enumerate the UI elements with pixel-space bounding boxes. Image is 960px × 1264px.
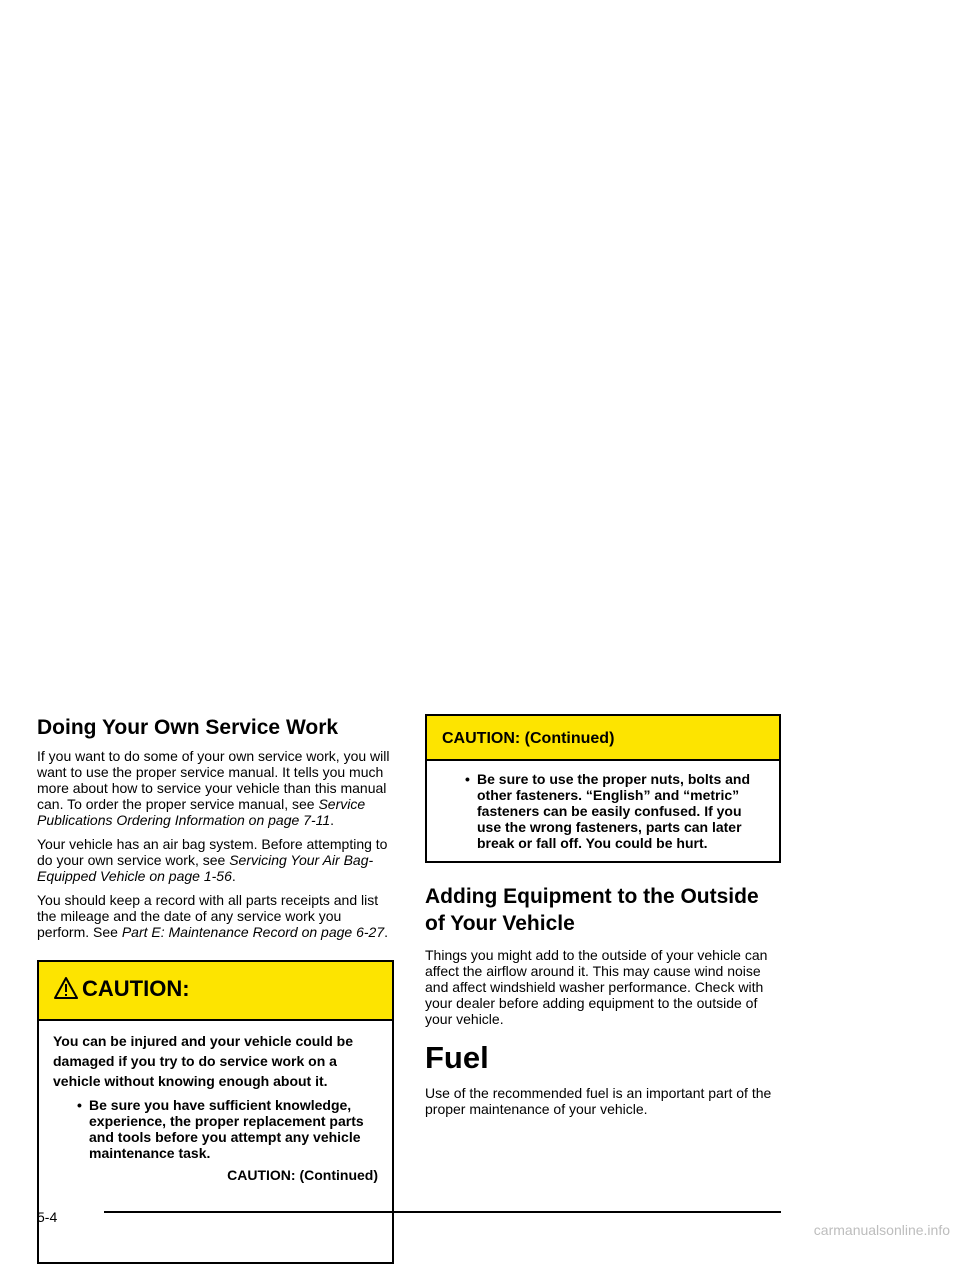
bullet-icon: • — [77, 1097, 82, 1113]
section-heading-adding-equipment: Adding Equipment to the Outside of Your Vehicle — [425, 885, 759, 935]
cross-reference[interactable]: Part E: Maintenance Record on page 6-27 — [121, 924, 385, 940]
paragraph-equipment: Things you might add to the outside of your vehicle can affect the airflow around it. This may cause wind noise and affect windshield washer performance. Check with your dealer before adding equipment to the outside of your vehicle. — [425, 947, 768, 1027]
right-column — [425, 714, 781, 1125]
cross-reference[interactable]: Service Publications Ordering Information on page 7-11 — [37, 796, 366, 828]
caution-continued: CAUTION: (Continued) — [227, 1167, 378, 1183]
section-heading-fuel: Fuel — [425, 1040, 489, 1075]
caution-bullet: • Be sure to use the proper nuts, bolts and other fasteners. “English” and “metric” fasteners can be easily confused. If you use the wrong fasteners, parts can later break or fall off. You could be hurt. — [465, 771, 751, 851]
paragraph-fuel: Use of the recommended fuel is an important part of the proper maintenance of your vehicle. — [425, 1085, 772, 1117]
watermark: carmanualsonline.info — [813, 1222, 950, 1238]
cross-reference[interactable]: Servicing Your Air Bag-Equipped Vehicle on page 1-56 — [37, 852, 374, 884]
caution-bullet: • Be sure you have sufficient knowledge, experience, the proper replacement parts and tools before you attempt any vehicle maintenance task. — [77, 1097, 364, 1161]
bullet-icon: • — [465, 771, 470, 787]
left-column — [37, 714, 394, 1264]
caution-body — [39, 1021, 392, 1183]
paragraph-service-manual: If you want to do some of your own service work, you will want to use the proper service manual. It tells you much more about how to service your vehicle than this manual can. To order the proper service manual, see Service Publications Ordering Information on page 7-11. — [37, 748, 390, 828]
paragraph-record: You should keep a record with all parts receipts and list the mileage and the date of any service work you perform. See Part E: Maintenance Record on page 6-27. — [37, 892, 388, 940]
caution-header — [39, 962, 392, 1021]
warning-triangle-icon — [54, 976, 78, 1000]
caution-header: CAUTION: (Continued) — [427, 716, 779, 761]
section-heading-service-work: Doing Your Own Service Work — [37, 716, 339, 739]
paragraph-air-bag: Your vehicle has an air bag system. Before attempting to do your own service work, see Servicing Your Air Bag-Equipped Vehicle on page 1-56. — [37, 836, 388, 884]
footer-divider — [104, 1211, 781, 1213]
caution-box — [37, 960, 394, 1264]
page-number: 5-4 — [37, 1209, 58, 1225]
caution-title: CAUTION: — [82, 976, 190, 1001]
caution-body — [427, 761, 779, 851]
caution-box-continued — [425, 714, 781, 863]
caution-intro: You can be injured and your vehicle could be damaged if you try to do service work on a vehicle without knowing enough about it. — [53, 1033, 354, 1089]
